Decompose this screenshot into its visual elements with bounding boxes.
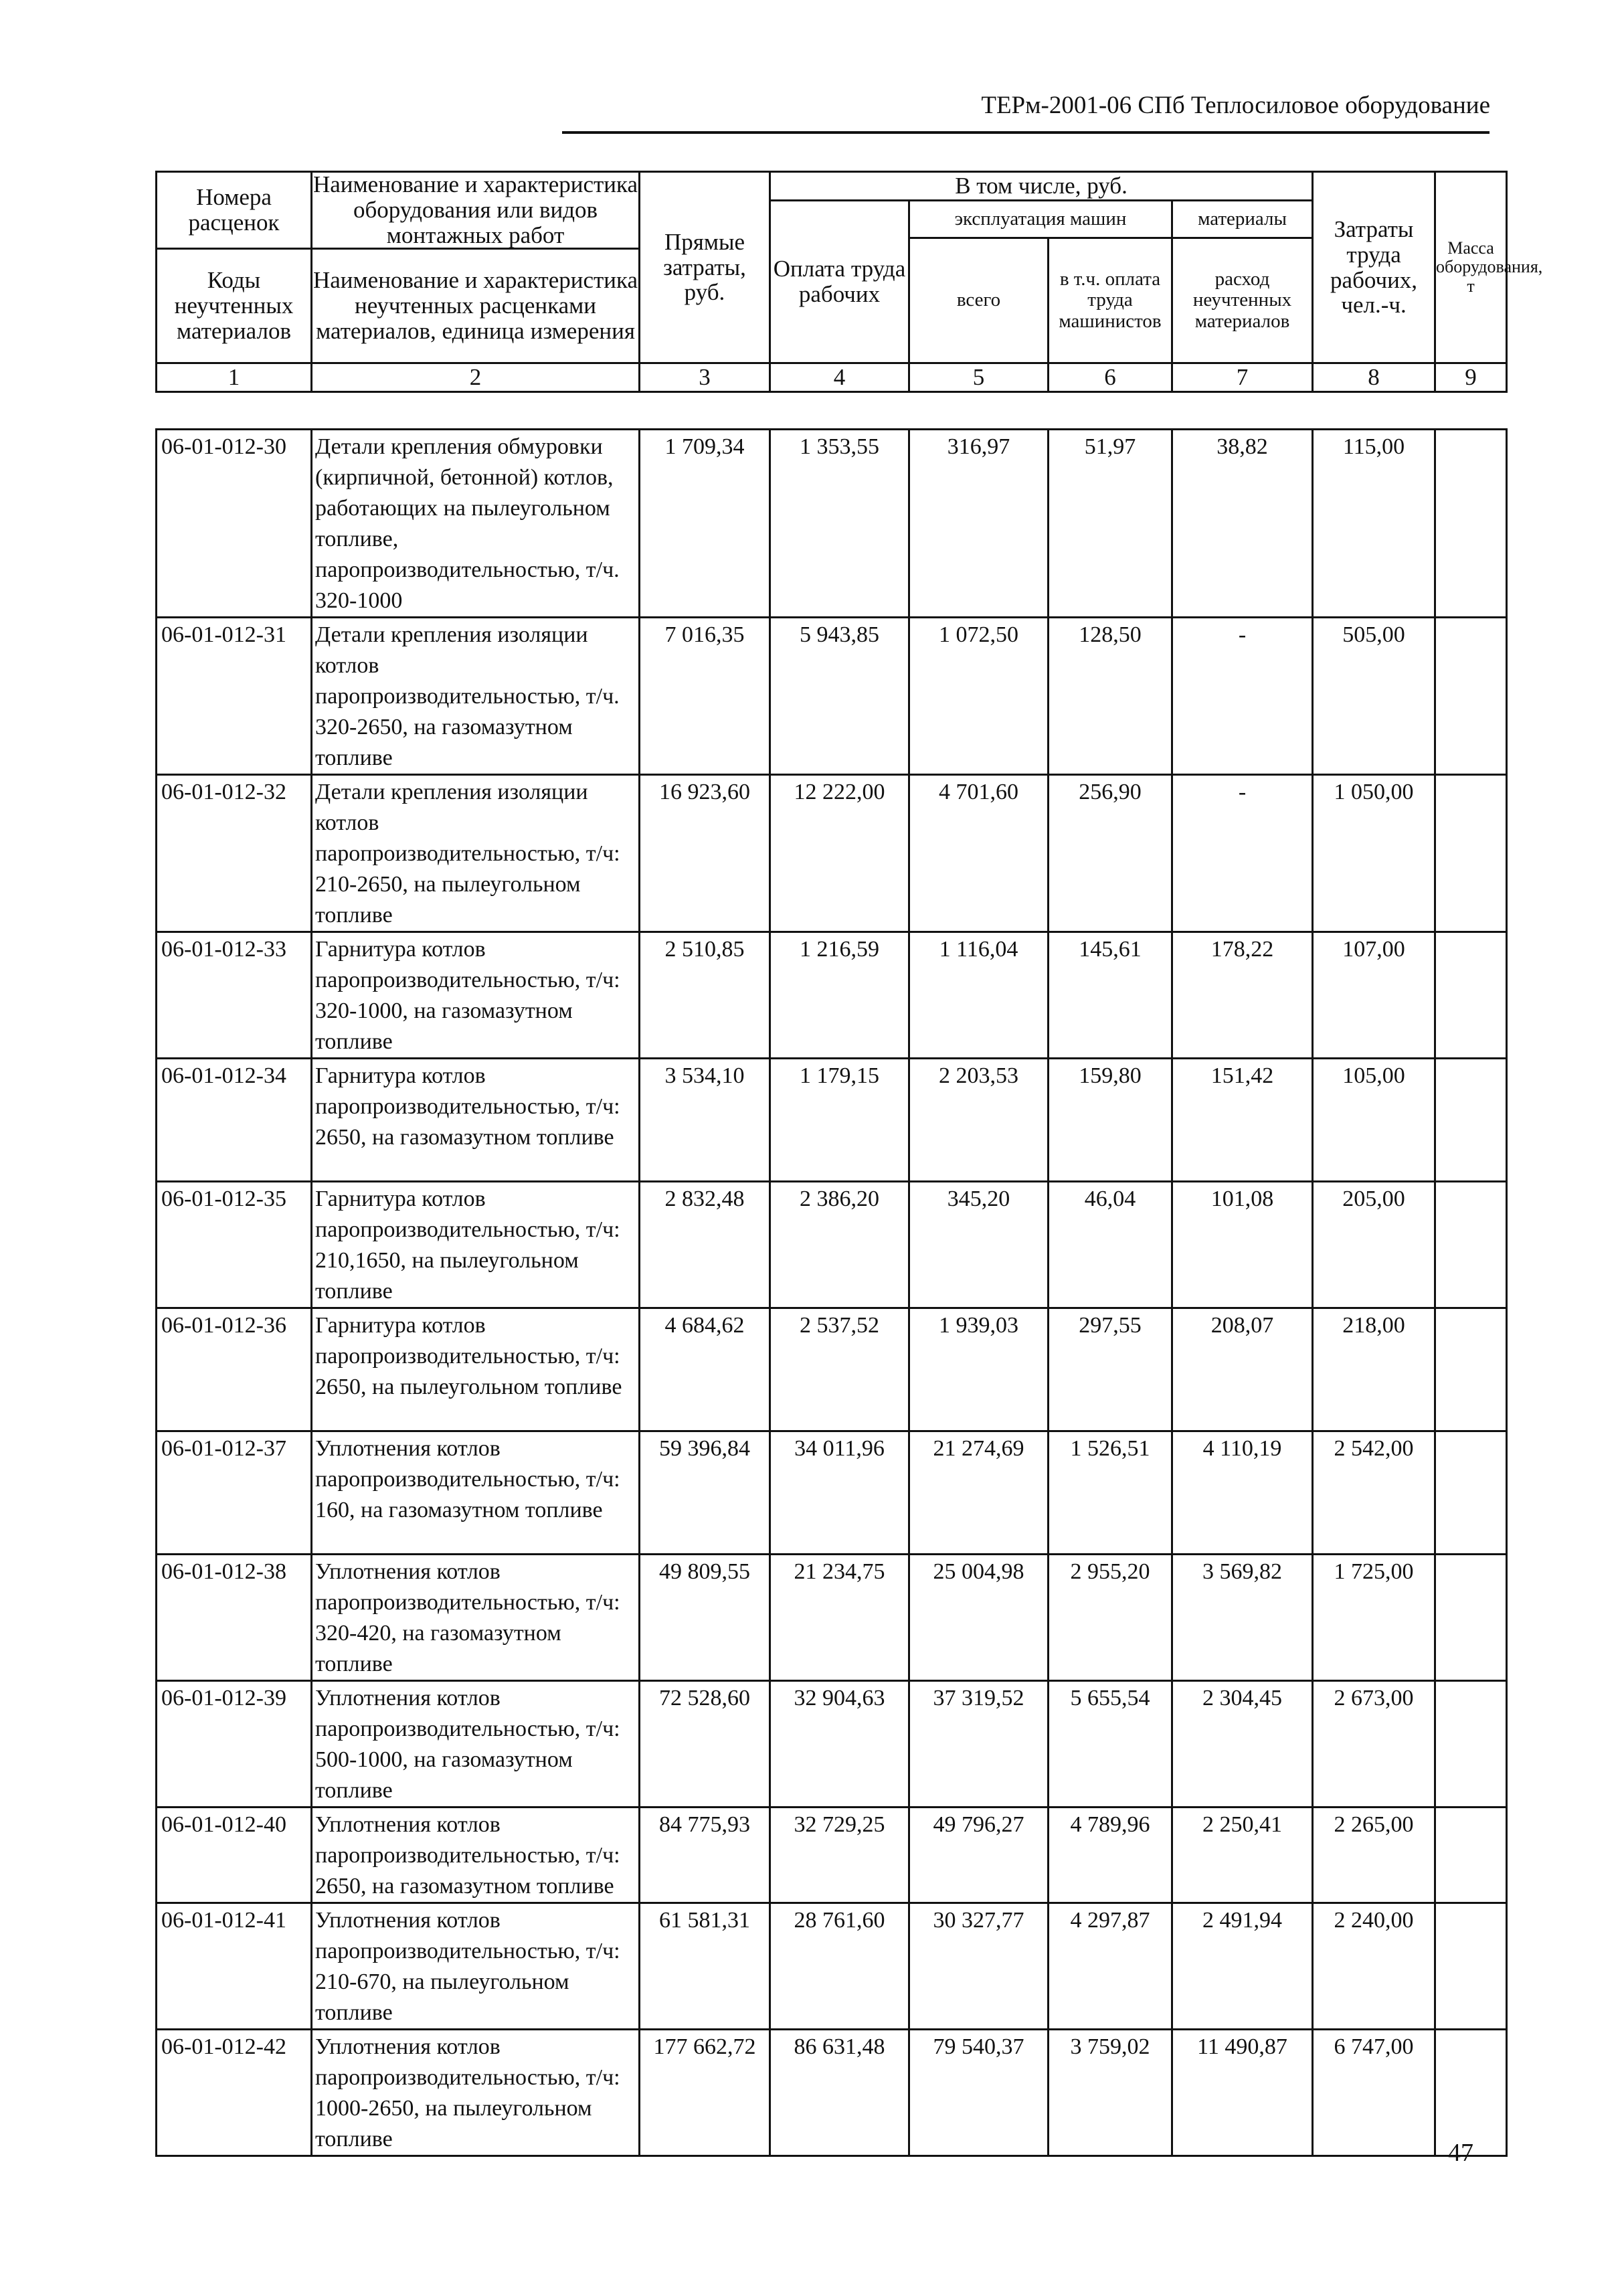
labor-hours: 6 747,00 <box>1313 2030 1435 2156</box>
rate-name: Уплотнения котлов паропроизводительностью, т/ч: 500-1000, на газомазутном топливе <box>312 1681 640 1808</box>
rates-table <box>155 428 1508 2157</box>
rate-name: Гарнитура котлов паропроизводительностью, т/ч: 210,1650, на пылеугольном топливе <box>312 1182 640 1308</box>
rate-code: 06-01-012-39 <box>157 1681 312 1808</box>
machinist-pay: 4 789,96 <box>1049 1808 1172 1903</box>
unaccounted-materials: 101,08 <box>1172 1182 1313 1308</box>
equipment-mass <box>1435 1308 1507 1431</box>
unaccounted-materials: 3 569,82 <box>1172 1555 1313 1681</box>
column-number: 7 <box>1172 363 1313 392</box>
machines-total: 49 796,27 <box>909 1808 1049 1903</box>
labor-hours: 2 240,00 <box>1313 1903 1435 2030</box>
equipment-mass <box>1435 775 1507 932</box>
worker-pay: 1 179,15 <box>770 1059 909 1182</box>
table-row <box>157 618 1507 775</box>
worker-pay: 86 631,48 <box>770 2030 909 2156</box>
table-row <box>157 932 1507 1059</box>
column-number: 3 <box>640 363 770 392</box>
labor-hours: 2 542,00 <box>1313 1431 1435 1555</box>
rate-code: 06-01-012-35 <box>157 1182 312 1308</box>
direct-costs: 1 709,34 <box>640 430 770 618</box>
rate-name: Уплотнения котлов паропроизводительностью, т/ч: 1000-2650, на пылеугольном топливе <box>312 2030 640 2156</box>
machinist-pay: 159,80 <box>1049 1059 1172 1182</box>
rate-name: Уплотнения котлов паропроизводительностью, т/ч: 160, на газомазутном топливе <box>312 1431 640 1555</box>
direct-costs: 61 581,31 <box>640 1903 770 2030</box>
unaccounted-materials: 178,22 <box>1172 932 1313 1059</box>
rate-name: Гарнитура котлов паропроизводительностью, т/ч: 2650, на газомазутном топливе <box>312 1059 640 1182</box>
header-col2-bottom: Наименование и характеристика неучтенных расценками материалов, единица измерения <box>312 267 638 344</box>
machines-total: 2 203,53 <box>909 1059 1049 1182</box>
direct-costs: 177 662,72 <box>640 2030 770 2156</box>
worker-pay: 2 537,52 <box>770 1308 909 1431</box>
machinist-pay: 5 655,54 <box>1049 1681 1172 1808</box>
table-row <box>157 430 1507 618</box>
column-number: 1 <box>157 363 312 392</box>
unaccounted-materials: 2 304,45 <box>1172 1681 1313 1808</box>
header-machines: эксплуатация машин <box>909 201 1172 238</box>
machines-total: 37 319,52 <box>909 1681 1049 1808</box>
labor-hours: 2 265,00 <box>1313 1808 1435 1903</box>
unaccounted-materials: 38,82 <box>1172 430 1313 618</box>
table-row <box>157 1308 1507 1431</box>
equipment-mass <box>1435 1681 1507 1808</box>
equipment-mass <box>1435 932 1507 1059</box>
machines-total: 316,97 <box>909 430 1049 618</box>
header-direct-costs: Прямые затраты, руб. <box>640 172 770 363</box>
machines-total: 345,20 <box>909 1182 1049 1308</box>
machines-total: 25 004,98 <box>909 1555 1049 1681</box>
worker-pay: 32 729,25 <box>770 1808 909 1903</box>
table-header <box>155 171 1543 393</box>
worker-pay: 28 761,60 <box>770 1903 909 2030</box>
header-col2-top: Наименование и характеристика оборудования или видов монтажных работ <box>312 173 638 250</box>
header-unaccounted-materials: расход неучтенных материалов <box>1172 238 1313 363</box>
unaccounted-materials: 2 491,94 <box>1172 1903 1313 2030</box>
worker-pay: 2 386,20 <box>770 1182 909 1308</box>
table-row <box>157 1808 1507 1903</box>
unaccounted-materials: 2 250,41 <box>1172 1808 1313 1903</box>
rate-name: Детали крепления обмуровки (кирпичной, бетонной) котлов, работающих на пылеугольном топливе, паропроизводительностью, т/ч. 320-1000 <box>312 430 640 618</box>
page-number: 47 <box>1448 2139 1473 2167</box>
labor-hours: 205,00 <box>1313 1182 1435 1308</box>
machinist-pay: 4 297,87 <box>1049 1903 1172 2030</box>
direct-costs: 3 534,10 <box>640 1059 770 1182</box>
unaccounted-materials: - <box>1172 618 1313 775</box>
rate-name: Уплотнения котлов паропроизводительностью, т/ч: 320-420, на газомазутном топливе <box>312 1555 640 1681</box>
machinist-pay: 46,04 <box>1049 1182 1172 1308</box>
header-equipment-mass: Масса оборудования, т <box>1435 172 1507 363</box>
header-col-1 <box>157 172 312 363</box>
header-col1-top: Номера расценок <box>157 173 310 250</box>
table-row <box>157 775 1507 932</box>
worker-pay: 34 011,96 <box>770 1431 909 1555</box>
unaccounted-materials: 208,07 <box>1172 1308 1313 1431</box>
unaccounted-materials: - <box>1172 775 1313 932</box>
direct-costs: 2 510,85 <box>640 932 770 1059</box>
running-head: ТЕРм-2001-06 СПб Теплосиловое оборудование <box>981 92 1490 119</box>
rate-name: Детали крепления изоляции котлов паропроизводительностью, т/ч: 210-2650, на пылеугольном топливе <box>312 775 640 932</box>
machinist-pay: 3 759,02 <box>1049 2030 1172 2156</box>
table-row <box>157 1059 1507 1182</box>
header-worker-pay: Оплата труда рабочих <box>770 201 909 363</box>
machines-total: 30 327,77 <box>909 1903 1049 2030</box>
machinist-pay: 128,50 <box>1049 618 1172 775</box>
rate-code: 06-01-012-34 <box>157 1059 312 1182</box>
header-machines-total: всего <box>909 238 1049 363</box>
labor-hours: 1 050,00 <box>1313 775 1435 932</box>
labor-hours: 105,00 <box>1313 1059 1435 1182</box>
equipment-mass <box>1435 1182 1507 1308</box>
column-number: 2 <box>312 363 640 392</box>
rate-code: 06-01-012-41 <box>157 1903 312 2030</box>
equipment-mass <box>1435 2030 1507 2156</box>
machinist-pay: 297,55 <box>1049 1308 1172 1431</box>
worker-pay: 12 222,00 <box>770 775 909 932</box>
table-row <box>157 1903 1507 2030</box>
direct-costs: 49 809,55 <box>640 1555 770 1681</box>
worker-pay: 5 943,85 <box>770 618 909 775</box>
machinist-pay: 145,61 <box>1049 932 1172 1059</box>
labor-hours: 218,00 <box>1313 1308 1435 1431</box>
equipment-mass <box>1435 1808 1507 1903</box>
header-group-including: В том числе, руб. <box>770 172 1313 201</box>
equipment-mass <box>1435 1431 1507 1555</box>
table-row <box>157 1182 1507 1308</box>
labor-hours: 2 673,00 <box>1313 1681 1435 1808</box>
rate-name: Детали крепления изоляции котлов паропроизводительностью, т/ч. 320-2650, на газомазутном топливе <box>312 618 640 775</box>
worker-pay: 1 353,55 <box>770 430 909 618</box>
header-col-2 <box>312 172 640 363</box>
rate-name: Гарнитура котлов паропроизводительностью, т/ч: 2650, на пылеугольном топливе <box>312 1308 640 1431</box>
column-number: 8 <box>1313 363 1435 392</box>
machines-total: 1 116,04 <box>909 932 1049 1059</box>
table-row <box>157 1555 1507 1681</box>
worker-pay: 32 904,63 <box>770 1681 909 1808</box>
direct-costs: 2 832,48 <box>640 1182 770 1308</box>
machinist-pay: 1 526,51 <box>1049 1431 1172 1555</box>
rate-code: 06-01-012-37 <box>157 1431 312 1555</box>
machines-total: 79 540,37 <box>909 2030 1049 2156</box>
worker-pay: 21 234,75 <box>770 1555 909 1681</box>
worker-pay: 1 216,59 <box>770 932 909 1059</box>
direct-costs: 7 016,35 <box>640 618 770 775</box>
header-machinist-pay: в т.ч. оплата труда машинистов <box>1049 238 1172 363</box>
labor-hours: 1 725,00 <box>1313 1555 1435 1681</box>
machinist-pay: 2 955,20 <box>1049 1555 1172 1681</box>
rate-code: 06-01-012-42 <box>157 2030 312 2156</box>
rate-code: 06-01-012-31 <box>157 618 312 775</box>
machines-total: 1 072,50 <box>909 618 1049 775</box>
equipment-mass <box>1435 1555 1507 1681</box>
rate-code: 06-01-012-36 <box>157 1308 312 1431</box>
rate-code: 06-01-012-40 <box>157 1808 312 1903</box>
header-col1-bottom: Коды неучтенных материалов <box>174 267 294 344</box>
direct-costs: 59 396,84 <box>640 1431 770 1555</box>
machines-total: 1 939,03 <box>909 1308 1049 1431</box>
rate-code: 06-01-012-33 <box>157 932 312 1059</box>
rate-name: Уплотнения котлов паропроизводительностью, т/ч: 210-670, на пылеугольном топливе <box>312 1903 640 2030</box>
rate-code: 06-01-012-38 <box>157 1555 312 1681</box>
unaccounted-materials: 151,42 <box>1172 1059 1313 1182</box>
table-row <box>157 1431 1507 1555</box>
machinist-pay: 51,97 <box>1049 430 1172 618</box>
rate-name: Уплотнения котлов паропроизводительностью, т/ч: 2650, на газомазутном топливе <box>312 1808 640 1903</box>
equipment-mass <box>1435 430 1507 618</box>
machinist-pay: 256,90 <box>1049 775 1172 932</box>
rate-code: 06-01-012-32 <box>157 775 312 932</box>
equipment-mass <box>1435 1059 1507 1182</box>
column-number: 9 <box>1435 363 1507 392</box>
table-row <box>157 2030 1507 2156</box>
equipment-mass <box>1435 618 1507 775</box>
rate-name: Гарнитура котлов паропроизводительностью, т/ч: 320-1000, на газомазутном топливе <box>312 932 640 1059</box>
machines-total: 21 274,69 <box>909 1431 1049 1555</box>
equipment-mass <box>1435 1903 1507 2030</box>
direct-costs: 16 923,60 <box>640 775 770 932</box>
labor-hours: 115,00 <box>1313 430 1435 618</box>
machines-total: 4 701,60 <box>909 775 1049 932</box>
rate-code: 06-01-012-30 <box>157 430 312 618</box>
header-rule <box>562 131 1490 134</box>
labor-hours: 107,00 <box>1313 932 1435 1059</box>
labor-hours: 505,00 <box>1313 618 1435 775</box>
direct-costs: 4 684,62 <box>640 1308 770 1431</box>
unaccounted-materials: 4 110,19 <box>1172 1431 1313 1555</box>
table-row <box>157 1681 1507 1808</box>
header-labor-hours: Затраты труда рабочих, чел.-ч. <box>1313 172 1435 363</box>
unaccounted-materials: 11 490,87 <box>1172 2030 1313 2156</box>
column-number: 6 <box>1049 363 1172 392</box>
column-number: 4 <box>770 363 909 392</box>
direct-costs: 72 528,60 <box>640 1681 770 1808</box>
column-number: 5 <box>909 363 1049 392</box>
header-materials: материалы <box>1172 201 1313 238</box>
direct-costs: 84 775,93 <box>640 1808 770 1903</box>
